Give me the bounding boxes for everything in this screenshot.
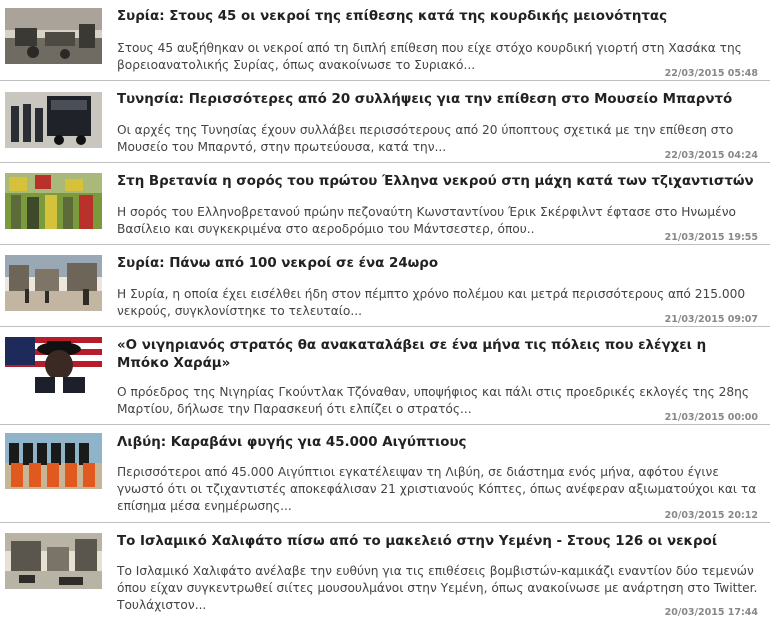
news-title[interactable]: «Ο νιγηριανός στρατός θα ανακαταλάβει σε ένα μήνα τις πόλεις που ελέγχει η Μπόκο Χαράμ» bbox=[117, 338, 707, 371]
news-thumbnail[interactable] bbox=[5, 433, 102, 489]
news-summary: Η σορός του Ελληνοβρετανού πρώην πεζοναύτη Κωνσταντίνου Έρικ Σκέρφιλντ έφτασε στο Ηνωμένο Βασίλειο και συγκεκριμένα στο αεροδρόμιο του Μάντσεστερ, όπου.. bbox=[117, 205, 736, 236]
news-item bbox=[0, 81, 770, 163]
news-title[interactable]: Συρία: Στους 45 οι νεκροί της επίθεσης κατά της κουρδικής μειονότητας bbox=[117, 9, 668, 24]
news-summary: Οι αρχές της Τυνησίας έχουν συλλάβει περισσότερους από 20 ύποπτους σχετικά με την επίθεση στο Μουσείο του Μπαρντό, στην πρωτεύουσα, κατά την... bbox=[117, 123, 734, 154]
news-item bbox=[0, 245, 770, 327]
news-date: 22/03/2015 05:48 bbox=[664, 68, 758, 79]
news-item bbox=[0, 523, 770, 621]
news-title[interactable]: Το Ισλαμικό Χαλιφάτο πίσω από το μακελειό στην Υεμένη - Στους 126 οι νεκροί bbox=[117, 534, 718, 549]
news-date: 21/03/2015 00:00 bbox=[664, 412, 758, 423]
news-item bbox=[0, 425, 770, 523]
news-title[interactable]: Λιβύη: Καραβάνι φυγής για 45.000 Αιγύπτιους bbox=[117, 435, 467, 450]
news-summary: Ο πρόεδρος της Νιγηρίας Γκούντλακ Τζόναθαν, υποψήφιος και πάλι στις προεδρικές εκλογές της 28ης Μαρτίου, δήλωσε την Παρασκευή ότι ελπίζει ο στρατός... bbox=[117, 385, 750, 416]
news-thumbnail[interactable] bbox=[5, 255, 102, 311]
news-item bbox=[0, 163, 770, 245]
news-item bbox=[0, 0, 770, 81]
news-date: 21/03/2015 09:07 bbox=[664, 314, 758, 325]
news-thumbnail[interactable] bbox=[5, 8, 102, 64]
news-date: 21/03/2015 19:55 bbox=[664, 232, 758, 243]
news-thumbnail[interactable] bbox=[5, 533, 102, 589]
news-date: 20/03/2015 20:12 bbox=[664, 510, 758, 521]
news-title[interactable]: Στη Βρετανία η σορός του πρώτου Έλληνα νεκρού στη μάχη κατά των τζιχαντιστών bbox=[117, 174, 754, 189]
news-summary: Το Ισλαμικό Χαλιφάτο ανέλαβε την ευθύνη για τις επιθέσεις βομβιστών-καμικάζι εναντίον δύο τεμενών όπου είχαν συγκεντρωθεί σιίτες μουσουλμάνοι στην Υεμένη, όπως ανακοίνωσε με ανάρτηση στο Twitter. Τουλάχιστον... bbox=[117, 564, 758, 612]
news-summary: Στους 45 αυξήθηκαν οι νεκροί από τη διπλή επίθεση που είχε στόχο κουρδική γιορτή στη Χασάκα της βορειοανατολικής Συρίας, όπως ανακοίνωσε το Συριακό... bbox=[117, 41, 742, 72]
news-thumbnail[interactable] bbox=[5, 337, 102, 393]
news-title[interactable]: Συρία: Πάνω από 100 νεκροί σε ένα 24ωρο bbox=[117, 256, 439, 271]
news-date: 20/03/2015 17:44 bbox=[664, 607, 758, 618]
news-summary: Η Συρία, η οποία έχει εισέλθει ήδη στον πέμπτο χρόνο πολέμου και μετρά περισσότερους από 215.000 νεκρούς, συγκλονίστηκε το τελευταίο... bbox=[117, 287, 746, 318]
news-title[interactable]: Τυνησία: Περισσότερες από 20 συλλήψεις για την επίθεση στο Μουσείο Μπαρντό bbox=[117, 92, 733, 107]
news-summary: Περισσότεροι από 45.000 Αιγύπτιοι εγκατέλειψαν τη Λιβύη, σε διάστημα ενός μήνα, αφότου έγινε γνωστό ότι οι τζιχαντιστές αποκεφάλισαν 21 χριστιανούς Κόπτες, όπως ανέφεραν αξιωματούχοι και τα επίσημα μέσα ενημέρωσης... bbox=[117, 465, 757, 513]
news-date: 22/03/2015 04:24 bbox=[664, 150, 758, 161]
news-thumbnail[interactable] bbox=[5, 92, 102, 148]
news-item bbox=[0, 327, 770, 425]
news-thumbnail[interactable] bbox=[5, 173, 102, 229]
